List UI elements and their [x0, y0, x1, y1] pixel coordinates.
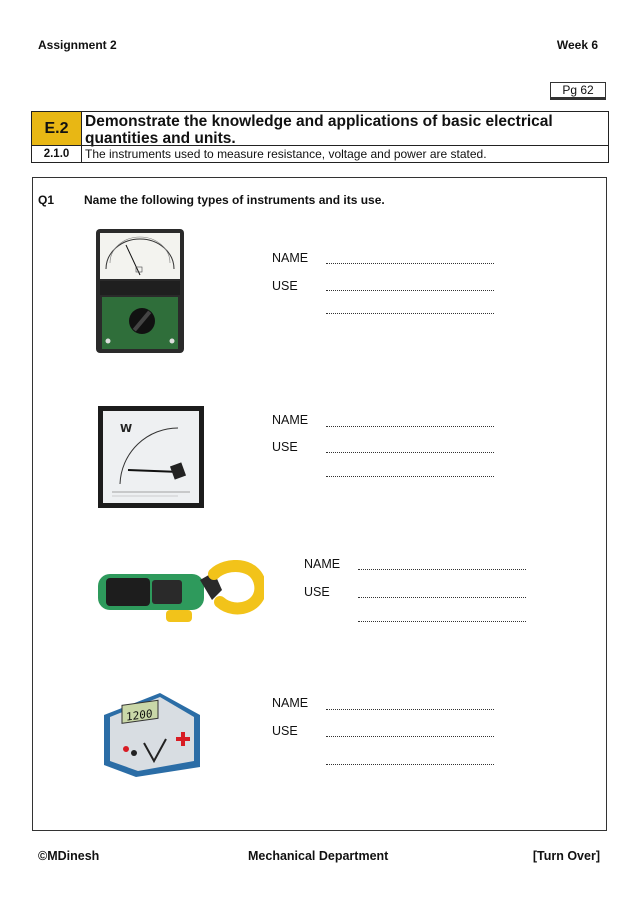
use-answer-line[interactable]	[326, 290, 494, 291]
analog-multimeter-image	[96, 229, 184, 353]
name-label: NAME	[272, 413, 309, 427]
competency-code: E.2	[32, 112, 82, 145]
competency-title: Demonstrate the knowledge and applications of basic electrical quantities and units.	[85, 113, 553, 147]
question-number: Q1	[38, 193, 55, 207]
wattmeter-unit-label: W	[120, 422, 133, 435]
use-label: USE	[272, 279, 298, 293]
assignment-label: Assignment 2	[38, 38, 117, 52]
use-answer-line-2[interactable]	[326, 764, 494, 765]
footer-department: Mechanical Department	[248, 849, 389, 863]
sub-competency-row	[32, 145, 608, 163]
week-label: Week 6	[556, 38, 598, 52]
competency-table	[31, 111, 609, 163]
use-answer-line-2[interactable]	[326, 313, 494, 314]
name-answer-line[interactable]	[326, 263, 494, 264]
use-answer-line[interactable]	[326, 452, 494, 453]
sub-competency-text: The instruments used to measure resistance, voltage and power are stated.	[85, 147, 487, 161]
use-label: USE	[272, 724, 298, 738]
use-answer-line[interactable]	[358, 597, 526, 598]
name-label: NAME	[304, 557, 341, 571]
use-label: USE	[272, 440, 298, 454]
name-label: NAME	[272, 251, 309, 265]
digital-ohmmeter-image	[96, 687, 204, 779]
clamp-meter-image	[96, 560, 264, 630]
question-text: Name the following types of instruments and its use.	[84, 193, 385, 207]
footer-turn-over: [Turn Over]	[532, 849, 600, 863]
footer-author: ©MDinesh	[38, 849, 100, 863]
panel-wattmeter-image	[98, 406, 204, 508]
name-label: NAME	[272, 696, 309, 710]
use-answer-line-2[interactable]	[326, 476, 494, 477]
display-reading: 1200	[126, 707, 153, 724]
name-answer-line[interactable]	[326, 426, 494, 427]
use-answer-line[interactable]	[326, 736, 494, 737]
name-answer-line[interactable]	[326, 709, 494, 710]
sub-competency-code: 2.1.0	[32, 146, 82, 163]
use-answer-line-2[interactable]	[358, 621, 526, 622]
page-number-box: Pg 62	[550, 82, 606, 100]
name-answer-line[interactable]	[358, 569, 526, 570]
use-label: USE	[304, 585, 330, 599]
